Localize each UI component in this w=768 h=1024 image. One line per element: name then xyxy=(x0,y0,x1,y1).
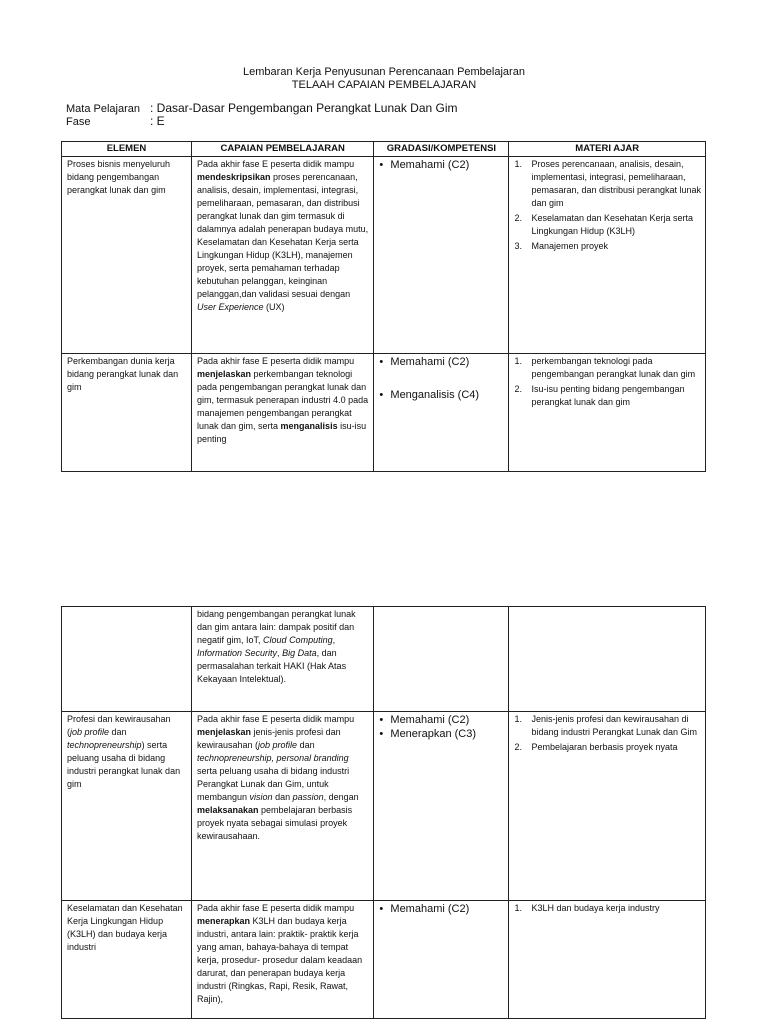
materi-item xyxy=(514,383,702,409)
komp-item: • Memahami (C2) xyxy=(379,713,505,727)
cp-italic: Cloud Computing xyxy=(263,635,333,645)
gradasi-cell xyxy=(374,901,509,1019)
materi-item xyxy=(514,355,702,381)
capaian-cell xyxy=(192,354,374,472)
elemen-cell: Proses bisnis menyeluruh bidang pengembangan perangkat lunak dan gim xyxy=(62,157,192,354)
gradasi-cell xyxy=(374,354,509,472)
cp-text: , dengan xyxy=(323,792,359,802)
fase-value: : E xyxy=(150,114,165,128)
cp-text: Pada akhir fase E peserta didik mampu xyxy=(197,159,355,169)
cp-text: serta peluang usaha di bidang industri Perangkat Lunak dan Gim, untuk membangun xyxy=(197,766,350,802)
mapel-value: : Dasar-Dasar Pengembangan Perangkat Lunak Dan Gim xyxy=(150,101,458,115)
el-italic: job profile xyxy=(70,727,110,737)
materi-text: Isu-isu penting bidang pengembangan perangkat lunak dan gim xyxy=(531,384,685,407)
el-text: Profesi dan kewirausahan ( xyxy=(67,714,171,737)
cp-text: K3LH dan budaya kerja industri, antara lain: praktik- praktik kerja yang aman, bahaya-bahaya di tempat kerja, prosedur- prosedur dalam keadaan darurat, dan penerapan budaya kerja industri (Ringkas, Rapi, Resik, Rawat, Rajin), xyxy=(197,916,363,1004)
cp-table-page1 xyxy=(61,141,706,472)
elemen-cell xyxy=(62,607,192,712)
cp-italic: Big Data xyxy=(282,648,317,658)
materi-text: Jenis-jenis profesi dan kewirausahan di bidang industri Perangkat Lunak dan Gim xyxy=(531,714,698,737)
elemen-cell: Keselamatan dan Kesehatan Kerja Lingkungan Hidup (K3LH) dan budaya kerja industri xyxy=(62,901,192,1019)
fase-label: Fase xyxy=(66,116,91,128)
komp-item: • Menerapkan (C3) xyxy=(379,727,505,741)
cp-italic: User Experience xyxy=(197,302,264,312)
cp-italic: job profile xyxy=(258,740,298,750)
cp-keyword: menjelaskan xyxy=(197,369,252,379)
cp-text: perkembangan teknologi pada pengembangan perangkat lunak dan gim, termasuk penerapan industri 4.0 pada manajemen pengembangan perangkat lunak dan gim, serta xyxy=(197,369,369,431)
cp-text: pembelajaran berbasis proyek nyata sebagai simulasi proyek kewirausahaan. xyxy=(197,805,353,841)
cp-table-page2 xyxy=(61,606,706,1019)
cp-text: dan xyxy=(297,740,315,750)
capaian-cell xyxy=(192,901,374,1019)
materi-cell xyxy=(509,354,706,472)
cp-keyword: menganalisis xyxy=(280,421,338,431)
gradasi-cell xyxy=(374,157,509,354)
capaian-cell xyxy=(192,712,374,901)
materi-num: 2. xyxy=(514,384,522,394)
materi-num: 3. xyxy=(514,241,522,251)
cp-keyword: mendeskripsikan xyxy=(197,172,271,182)
gradasi-cell xyxy=(374,607,509,712)
header-capaian: CAPAIAN PEMBELAJARAN xyxy=(192,142,374,157)
materi-num: 1. xyxy=(514,903,522,913)
cp-italic: vision xyxy=(249,792,273,802)
materi-num: 2. xyxy=(514,213,522,223)
meta-fase xyxy=(66,115,165,129)
cp-keyword: menerapkan xyxy=(197,916,251,926)
materi-item xyxy=(514,902,702,915)
materi-text: Proses perencanaan, analisis, desain, implementasi, integrasi, pemeliharaan, pemasaran, dan distribusi perangkat lunak dan gim xyxy=(531,159,702,208)
cp-text: bidang pengembangan perangkat lunak dan gim antara lain: dampak positif dan negatif gim, IoT, xyxy=(197,609,356,645)
komp-item: • Memahami (C2) xyxy=(379,158,505,172)
elemen-cell xyxy=(62,712,192,901)
materi-item xyxy=(514,741,702,754)
cp-keyword: menjelaskan xyxy=(197,727,252,737)
cp-text: Pada akhir fase E peserta didik mampu xyxy=(197,356,355,366)
materi-cell xyxy=(509,712,706,901)
cp-text: jenis-jenis profesi dan kewirausahan ( xyxy=(197,727,341,750)
cp-text: Pada akhir fase E peserta didik mampu xyxy=(197,903,355,913)
materi-item xyxy=(514,158,702,210)
materi-item xyxy=(514,240,702,253)
cp-text: dan xyxy=(272,792,293,802)
materi-num: 2. xyxy=(514,742,522,752)
header-gradasi: GRADASI/KOMPETENSI xyxy=(374,142,509,157)
materi-text: Keselamatan dan Kesehatan Kerja serta Lingkungan Hidup (K3LH) xyxy=(531,213,694,236)
materi-cell xyxy=(509,901,706,1019)
table-row xyxy=(62,712,706,901)
materi-cell xyxy=(509,607,706,712)
mapel-label: Mata Pelajaran xyxy=(66,103,140,115)
cp-text: , xyxy=(277,648,283,658)
elemen-cell: Perkembangan dunia kerja bidang perangkat lunak dan gim xyxy=(62,354,192,472)
el-text: ) serta peluang usaha di bidang industri perangkat lunak dan gim xyxy=(67,740,181,789)
doc-title: Lembaran Kerja Penyusunan Perencanaan Pembelajaran xyxy=(243,66,525,78)
cp-italic: Information Security xyxy=(197,648,278,658)
cp-text: isu-isu penting xyxy=(197,421,367,444)
materi-cell xyxy=(509,157,706,354)
table-row xyxy=(62,607,706,712)
cp-keyword: melaksanakan xyxy=(197,805,259,815)
materi-text: K3LH dan budaya kerja industry xyxy=(531,903,660,913)
materi-text: Manajemen proyek xyxy=(531,241,608,251)
el-text: dan xyxy=(109,727,127,737)
komp-item: • Memahami (C2) xyxy=(379,355,505,369)
materi-num: 1. xyxy=(514,159,522,169)
capaian-cell xyxy=(192,157,374,354)
table-row xyxy=(62,354,706,472)
cp-text: , dan permasalahan terkait HAKI (Hak Atas Kekayaan Intelektual). xyxy=(197,648,347,684)
materi-text: Pembelajaran berbasis proyek nyata xyxy=(531,742,678,752)
meta-mapel xyxy=(66,102,458,116)
materi-text: perkembangan teknologi pada pengembangan perangkat lunak dan gim xyxy=(531,356,696,379)
table-row xyxy=(62,901,706,1019)
komp-item: • Memahami (C2) xyxy=(379,902,505,916)
doc-subtitle: TELAAH CAPAIAN PEMBELAJARAN xyxy=(291,79,477,91)
materi-num: 1. xyxy=(514,356,522,366)
table-row xyxy=(62,157,706,354)
el-italic: technopreneurship xyxy=(67,740,142,750)
table-header-row xyxy=(62,142,706,157)
cp-italic: technopreneurship, personal branding xyxy=(197,753,349,763)
cp-text: , xyxy=(332,635,336,645)
header-materi: MATERI AJAR xyxy=(509,142,706,157)
cp-text: proses perencanaan, analisis, desain, implementasi, integrasi, pemeliharaan, pemasaran, dan distribusi perangkat lunak dan gim termasuk di dalamnya adalah penerapan budaya mutu, Keselamatan dan Kesehatan Kerja serta Lingkungan Hidup (K3LH), manajemen proyek, serta pemahaman terhadap kebutuhan pelanggan, keinginan pelanggan,dan validasi sesuai dengan xyxy=(197,172,369,299)
capaian-cell xyxy=(192,607,374,712)
komp-item: • Menganalisis (C4) xyxy=(379,388,505,402)
cp-text: Pada akhir fase E peserta didik mampu xyxy=(197,714,355,724)
header-elemen: ELEMEN xyxy=(62,142,192,157)
materi-item xyxy=(514,713,702,739)
cp-text: (UX) xyxy=(263,302,285,312)
gradasi-cell xyxy=(374,712,509,901)
cp-italic: passion xyxy=(292,792,324,802)
materi-item xyxy=(514,212,702,238)
materi-num: 1. xyxy=(514,714,522,724)
